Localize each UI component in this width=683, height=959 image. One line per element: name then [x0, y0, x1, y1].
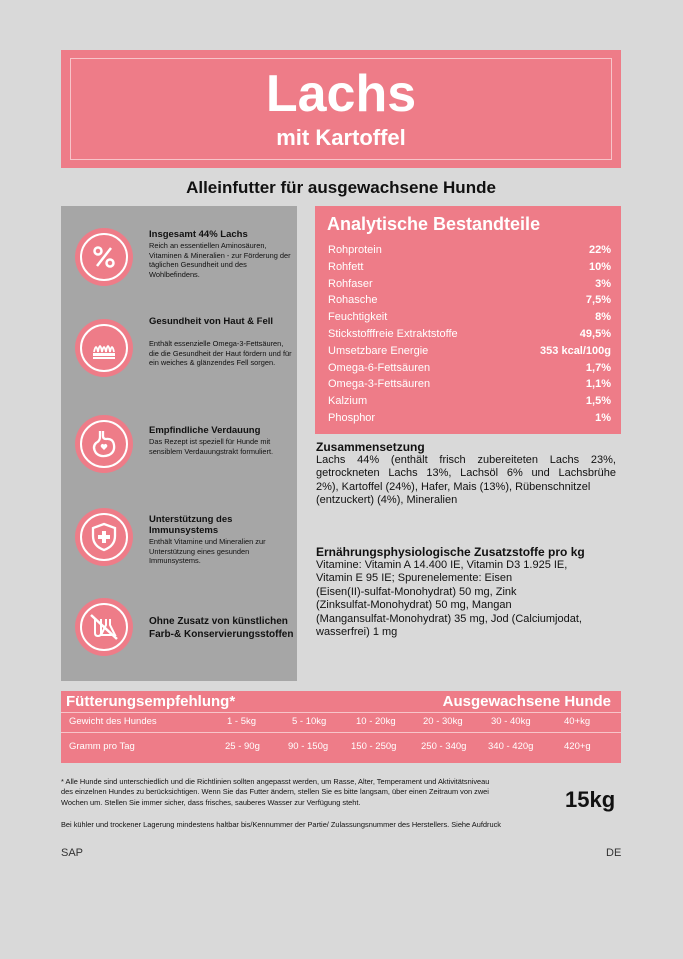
additives-line: Vitamine: Vitamin A 14.400 IE, Vitamin D3 1.925 IE, [316, 559, 568, 571]
analytic-label: Rohprotein [328, 244, 382, 256]
analytic-row [328, 345, 611, 361]
composition-line: Lachs 44% (enthält frisch zubereiteten Lachs 23%, [316, 454, 616, 466]
additives-line: wasserfrei) 1 mg [316, 626, 398, 639]
analytic-label: Rohfaser [328, 277, 373, 290]
feeding-target: Ausgewachsene Hunde [442, 693, 611, 710]
weight-cell: 5 - 10kg [292, 716, 327, 727]
product-title: Lachs [265, 65, 417, 123]
composition-line: 2%), Kartoffel (24%), Hafer, Mais (13%), Rübenschnitzel [316, 480, 591, 493]
analytic-value: 1,5% [585, 395, 611, 408]
additives-line: (Eisen(II)-sulfat-Monohydrat) 50 mg, Zink [316, 585, 517, 598]
analytic-row [328, 412, 611, 428]
additives-text [316, 559, 616, 639]
analytic-value: 22% [588, 244, 611, 256]
additives-line: Vitamin E 95 IE; Spurenelemente: Eisen [316, 572, 513, 585]
title-frame [70, 58, 612, 160]
benefit-title: Insgesamt 44% Lachs [149, 229, 248, 240]
benefit-title: Empfindliche Verdauung [149, 425, 261, 436]
benefit-text: Reich an essentiellen Aminosäuren, Vitaminen & Mineralien - zur Förderung der täglichen Gesundheit und des Wohlbefindens. [149, 241, 291, 279]
analytic-row [328, 378, 611, 394]
additives-title: Ernährungsphysiologische Zusatzstoffe pro kg [316, 545, 585, 559]
benefit-text: Enthält essenzielle Omega-3-Fettsäuren, die die Gesundheit der Haut fördern und für ein weiches & glänzendes Fell sorgen. [149, 339, 292, 368]
analytic-row [328, 362, 611, 378]
analytic-label: Phosphor [328, 412, 376, 424]
analytic-row [328, 278, 611, 294]
analytic-label: Umsetzbare Energie [328, 344, 429, 357]
feeding-table [61, 691, 621, 763]
weight-label: Gewicht des Hundes [69, 716, 157, 727]
analytic-row [328, 294, 611, 310]
analytic-title: Analytische Bestandteile [327, 214, 541, 234]
shield-icon [75, 508, 133, 566]
benefit-title: Ohne Zusatz von künstlichen Farb-& Konservierungsstoffen [149, 616, 294, 640]
composition-text [316, 454, 616, 508]
weight-cell: 1 - 5kg [227, 716, 257, 727]
analytic-row [328, 244, 611, 260]
analytic-label: Omega-6-Fettsäuren [328, 361, 431, 374]
product-subtitle: mit Kartoffel [276, 125, 406, 150]
footer-code: SAP [61, 847, 84, 859]
skin-fur-icon [75, 319, 133, 377]
weight-cell: 30 - 40kg [491, 716, 531, 727]
analytic-row [328, 328, 611, 344]
analytic-value: 7,5% [585, 294, 611, 307]
analytic-value: 1,1% [585, 378, 611, 391]
analytic-row [328, 395, 611, 411]
analytic-value: 1% [595, 412, 611, 424]
net-weight: 15kg [565, 787, 616, 812]
feeding-title: Fütterungsempfehlung* [66, 693, 236, 710]
analytic-label: Omega-3-Fettsäuren [328, 378, 431, 391]
analytic-label: Feuchtigkeit [328, 311, 388, 324]
analytic-value: 1,7% [585, 361, 611, 374]
language-code: DE [606, 847, 622, 859]
gram-cell: 90 - 150g [288, 741, 329, 752]
analytic-label: Kalzium [328, 395, 368, 408]
weight-cell: 20 - 30kg [423, 716, 463, 727]
gram-cell: 420+g [564, 741, 591, 752]
gram-cell: 250 - 340g [421, 741, 467, 752]
analytic-label: Stickstofffreie Extraktstoffe [328, 328, 458, 340]
analytic-value: 353 kcal/100g [540, 344, 611, 357]
benefit-title: Unterstützung des Immunsystems [149, 514, 233, 536]
gram-label: Gramm pro Tag [69, 741, 135, 752]
analytic-value: 49,5% [579, 328, 611, 340]
analytic-constituents-box [315, 206, 621, 434]
benefits-panel [61, 206, 297, 681]
storage-note: Bei kühler und trockener Lagerung mindestens haltbar bis/Kennummer der Partie/ Zulassungsnummer des Herstellers. Siehe Aufdruck [61, 820, 501, 829]
gram-cell: 150 - 250g [351, 741, 397, 752]
footnote-line: des einzelnen Hundes zu berücksichtigen. Wenn Sie das Futter ändern, stellen Sie es bitte langsam, über einen Zeitraum von zwei [61, 787, 489, 797]
analytic-row [328, 311, 611, 327]
gram-cell: 25 - 90g [225, 741, 260, 752]
benefit-text: Das Rezept ist speziell für Hunde mit sensiblem Verdauungstrakt formuliert. [149, 437, 274, 456]
footnote-line: * Alle Hunde sind unterschiedlich und die Richtlinien sollten angepasst werden, um Rasse, Alter, Temperament und Aktivitätsniveau [61, 777, 490, 786]
analytic-value: 8% [595, 311, 611, 324]
feeding-footnote [61, 777, 556, 808]
additives-line: (Mangansulfat-Monohydrat) 35 mg, Jod (Calciumjodat, [316, 612, 582, 625]
percent-icon [75, 228, 133, 286]
composition-title: Zusammensetzung [316, 440, 425, 454]
title-banner [61, 50, 621, 168]
analytic-value: 3% [595, 277, 611, 290]
analytic-value: 10% [588, 260, 611, 273]
composition-line: getrockneten Lachs 13%, Lachsöl 6% und Lachsbrühe [316, 467, 616, 480]
analytic-row [328, 261, 611, 277]
weight-cell: 10 - 20kg [356, 716, 396, 727]
composition-line: (entzuckert) (4%), Mineralien [316, 494, 458, 507]
analytic-label: Rohasche [328, 294, 378, 307]
tagline: Alleinfutter für ausgewachsene Hunde [186, 178, 496, 197]
gram-cell: 340 - 420g [488, 741, 534, 752]
benefit-text: Enthält Vitamine und Mineralien zur Unterstützung eines gesunden Immunsystems. [149, 537, 266, 566]
analytic-label: Rohfett [328, 260, 364, 273]
additives-line: (Zinksulfat-Monohydrat) 50 mg, Mangan [316, 599, 512, 612]
stomach-icon [75, 415, 133, 473]
benefit-title: Gesundheit von Haut & Fell [149, 316, 274, 327]
weight-cell: 40+kg [564, 716, 591, 727]
no-chemicals-icon [75, 598, 133, 656]
footnote-line: Wochen um. Stellen Sie immer sicher, dass frisches, sauberes Wasser zur Verfügung steht. [61, 797, 361, 807]
